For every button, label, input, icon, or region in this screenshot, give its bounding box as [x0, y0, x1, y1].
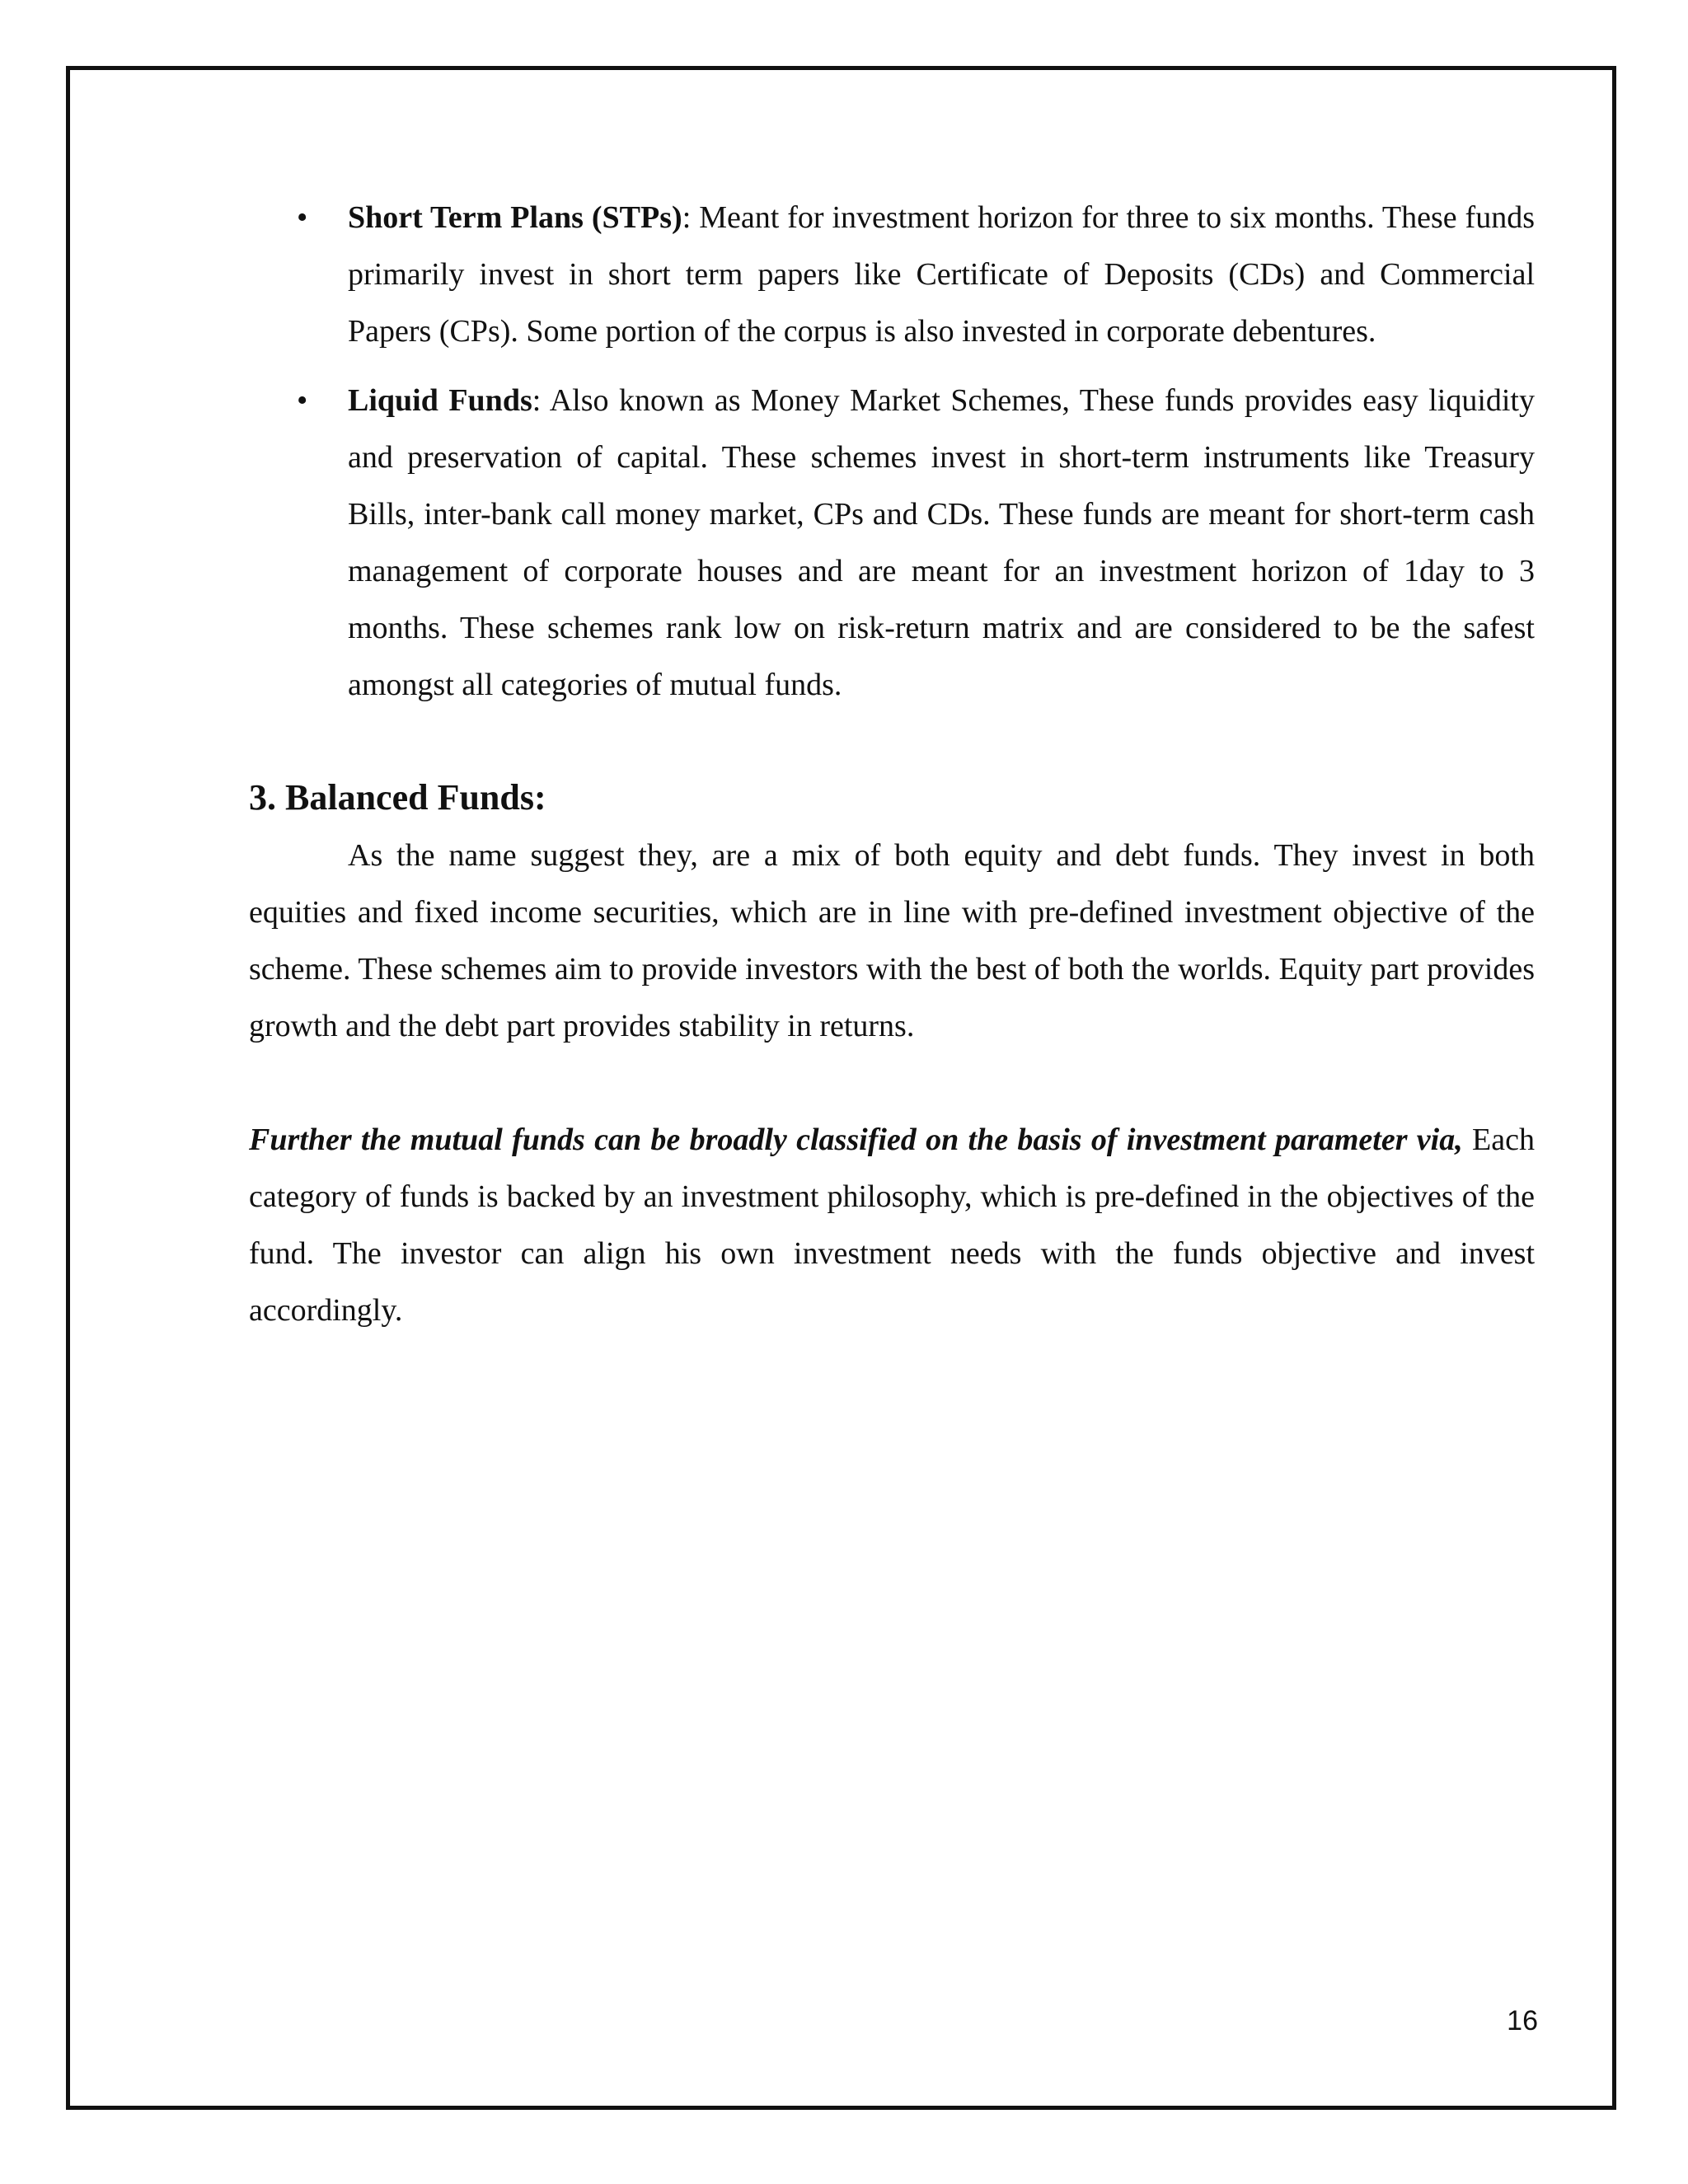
closing-text: Each category of funds is backed by an investment philosophy, which is pre-defined in the objectives of the fund. The investor can align his own investment needs with the funds objective and invest accordingly.	[249, 1122, 1535, 1328]
bullet-text: : Meant for investment horizon for three to six months. These funds primarily invest in short term papers like Certificate of Deposits (CDs) and Commercial Papers (CPs). Some portion of the corpus is also invested in corporate debentures.	[348, 200, 1535, 349]
section-paragraph: As the name suggest they, are a mix of both equity and debt funds. They invest in both equities and fixed income securities, which are in line with pre-defined investment objective of the scheme. These schemes aim to provide investors with the best of both the worlds. Equity part provides growth and the debt part provides stability in returns.	[249, 838, 1535, 1043]
section-heading: 3. Balanced Funds:	[249, 777, 546, 818]
bullet-icon: •	[297, 200, 308, 235]
bullet-term: Liquid Funds	[348, 383, 532, 418]
page-content	[249, 190, 1535, 1339]
closing-paragraph	[249, 1112, 1535, 1339]
bullet-item-short-term-plans	[249, 190, 1535, 360]
closing-lead: Further the mutual funds can be broadly classified on the basis of investment parameter via,	[249, 1122, 1463, 1157]
bullet-icon: •	[297, 383, 308, 418]
bullet-item-liquid-funds	[249, 373, 1535, 714]
page-number: 16	[1507, 2005, 1538, 2036]
bullet-term: Short Term Plans (STPs)	[348, 200, 682, 235]
bullet-text: : Also known as Money Market Schemes, These funds provides easy liquidity and preservation of capital. These schemes invest in short-term instruments like Treasury Bills, inter-bank call money market, CPs and CDs. These funds are meant for short-term cash management of corporate houses and are meant for an investment horizon of 1day to 3 months. These schemes rank low on risk-return matrix and are considered to be the safest amongst all categories of mutual funds.	[348, 383, 1535, 702]
